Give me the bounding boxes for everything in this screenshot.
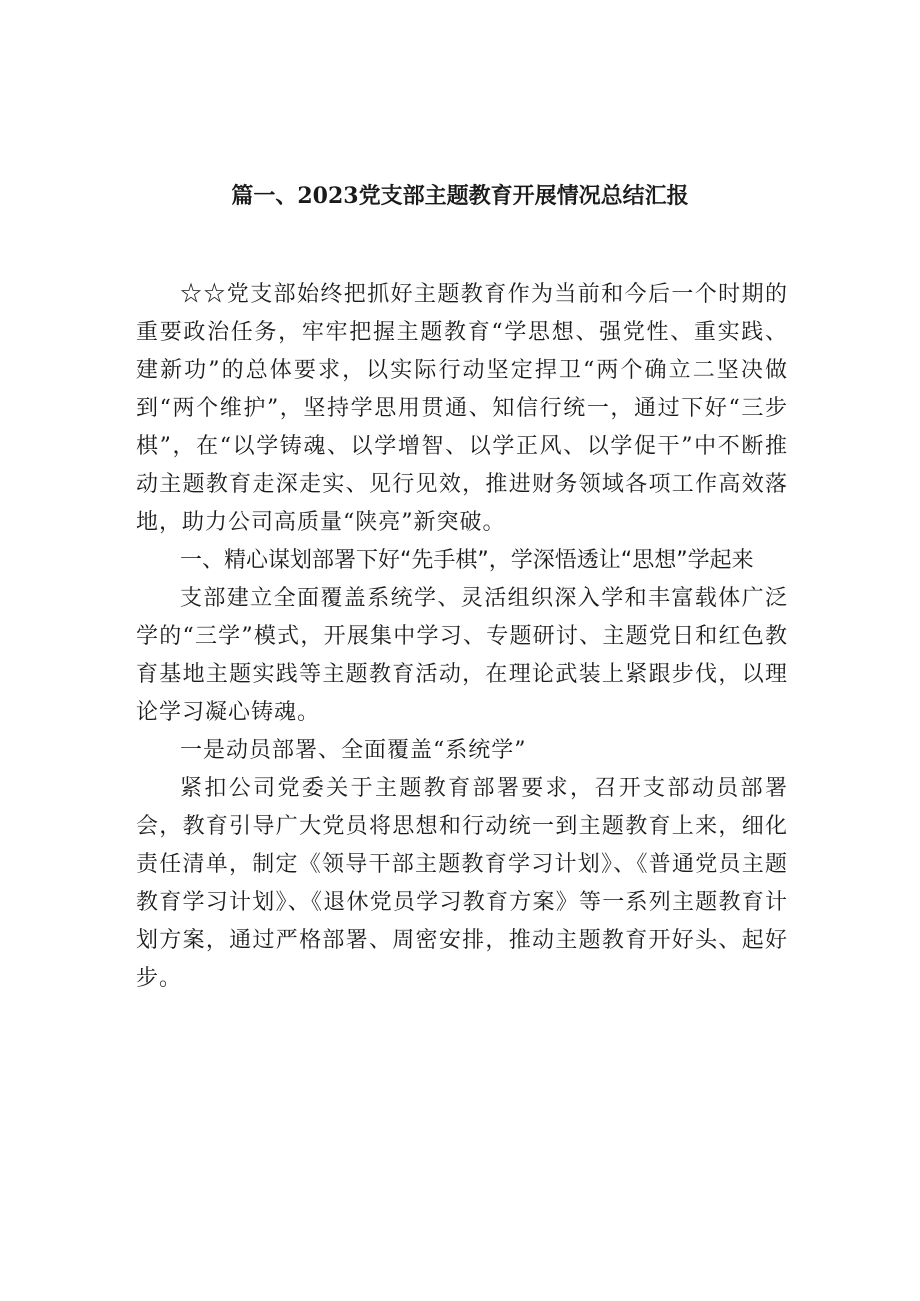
document-title: 篇一、2023党支部主题教育开展情况总结汇报 [231, 183, 689, 209]
subheading-1: 一是动员部署、全面覆盖“系统学” [180, 738, 527, 763]
section-1-paragraph: 支部建立全面覆盖系统学、灵活组织深入学和丰富载体广泛学的“三学”模式，开展集中学习、专题研讨、主题党日和红色教育基地主题实践等主题教育活动，在理论武装上紧跟步伐，以理论学习凝心铸魂。 [136, 586, 788, 725]
intro-paragraph: ☆☆党支部始终把抓好主题教育作为当前和今后一个时期的重要政治任务，牢牢把握主题教育“学思想、强党性、重实践、建新功”的总体要求，以实际行动坚定捍卫“两个确立二坚决做到“两个维护”，坚持学思用贯通、知信行统一，通过下好“三步棋”，在“以学铸魂、以学增智、以学正风、以学促干”中不断推动主题教育走深走实、见行见效，推进财务领域各项工作高效落地，助力公司高质量“陕亮”新突破。 [136, 282, 788, 535]
section-heading-1: 一、精心谋划部署下好“先手棋”，学深悟透让“思想”学起来 [180, 548, 754, 573]
subsection-1-paragraph: 紧扣公司党委关于主题教育部署要求，召开支部动员部署会，教育引导广大党员将思想和行动统一到主题教育上来，细化责任清单，制定《领导干部主题教育学习计划》、《普通党员主题教育学习计划》、《退休党员学习教育方案》等一系列主题教育计划方案，通过严格部署、周密安排，推动主题教育开好头、起好步。 [136, 776, 788, 991]
document-body [136, 276, 788, 998]
